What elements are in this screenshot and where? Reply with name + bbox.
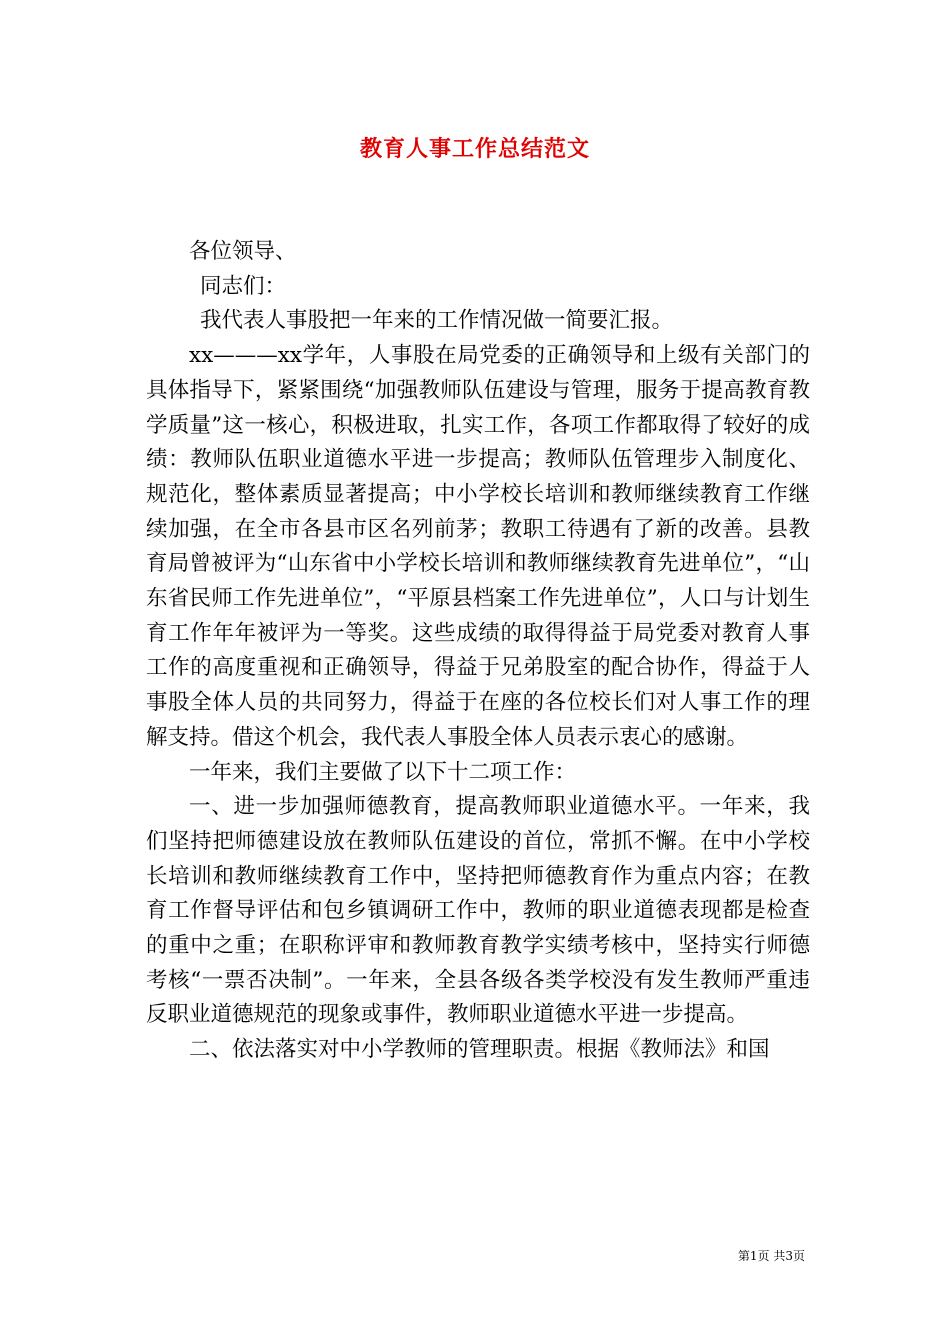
summary-paragraph: xx———xx学年，人事股在局党委的正确领导和上级有关部门的具体指导下，紧紧围绕“加强教师队伍建设与管理，服务于提高教育教学质量”这一核心，积极进取，扎实工作，各项工作都取得了较好的成绩：教师队伍职业道德水平进一步提高；教师队伍管理步入制度化、规范化，整体素质显著提高；中小学校长培训和教师继续教育工作继续加强，在全市各县市区名列前茅；教职工待遇有了新的改善。县教育局曾被评为“山东省中小学校长培训和教师继续教育先进单位”，“山东省民师工作先进单位”，“平原县档案工作先进单位”，人口与计划生育工作年年被评为一等奖。这些成绩的取得得益于局党委对教育人事工作的高度重视和正确领导，得益于兄弟股室的配合协作，得益于人事股全体人员的共同努力，得益于在座的各位校长们对人事工作的理解支持。借这个机会，我代表人事股全体人员表示衷心的感谢。	[146, 343, 810, 750]
work-item-2-paragraph: 二、依法落实对中小学教师的管理职责。根据《教师法》和国	[189, 1037, 770, 1063]
intro-paragraph: 我代表人事股把一年来的工作情况做一简要汇报。	[200, 308, 674, 334]
work-item-1-paragraph: 一、进一步加强师德教育，提高教师职业道德水平。一年来，我们坚持把师德建设放在教师队伍建设的首位，常抓不懈。在中小学校长培训和教师继续教育工作中，坚持把师德教育作为重点内容；在教育工作督导评估和包乡镇调研工作中，教师的职业道德表现都是检查的重中之重；在职称评审和教师教育教学实绩考核中，坚持实行师德考核“一票否决制”。一年来，全县各级各类学校没有发生教师严重违反职业道德规范的现象或事件，教师职业道德水平进一步提高。	[146, 794, 810, 1028]
greeting-line-1: 各位领导、	[189, 239, 297, 264]
work-items-intro: 一年来，我们主要做了以下十二项工作：	[189, 759, 577, 785]
page-number: 第1页 共3页	[737, 1249, 805, 1263]
greeting-line-2: 同志们：	[200, 273, 287, 299]
document-body	[146, 235, 810, 1068]
document-title: 教育人事工作总结范文	[359, 136, 590, 162]
